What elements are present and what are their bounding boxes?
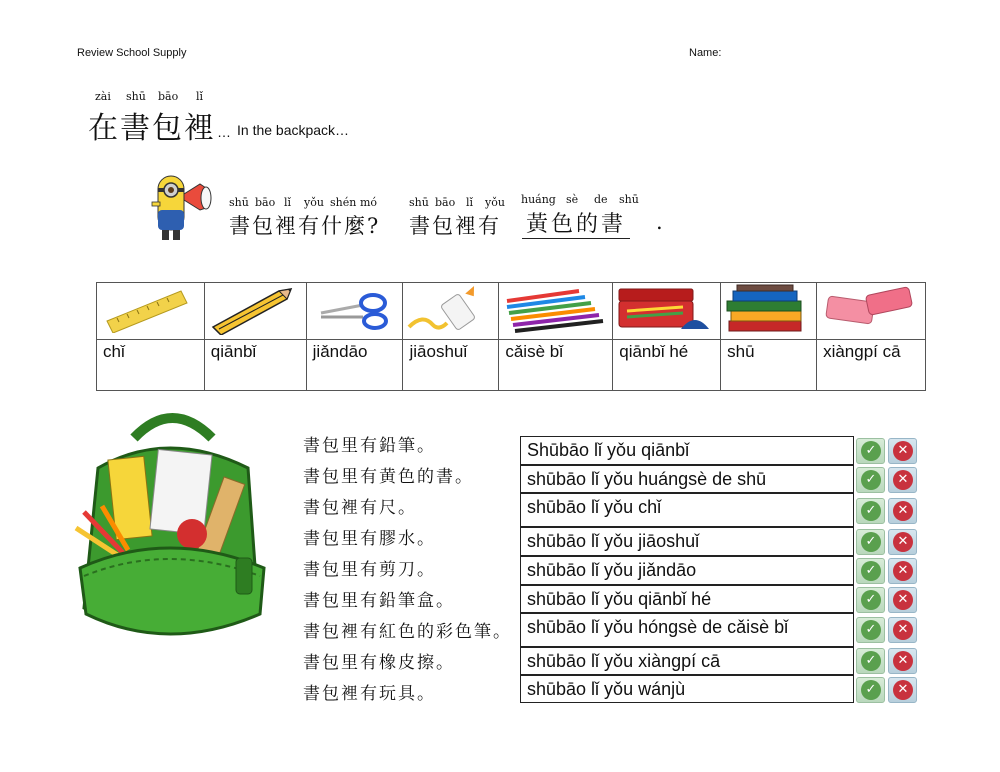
pinyin-syllable: sè — [566, 193, 579, 206]
vocab-cell — [97, 283, 205, 340]
answer-box[interactable]: shūbāo lǐ yǒu hóngsè de cǎisè bǐ — [520, 613, 854, 647]
sentence-item[interactable]: 書包里有鉛筆。 — [303, 436, 436, 456]
pinyin-syllable: huáng — [521, 193, 556, 206]
cross-button[interactable] — [888, 467, 917, 493]
check-icon: ✓ — [865, 653, 877, 668]
scissors-icon — [307, 283, 397, 335]
eraser-icon — [817, 283, 921, 335]
example-period: . — [656, 210, 665, 234]
answer-box[interactable]: shūbāo lǐ yǒu huángsè de shū — [520, 465, 854, 493]
pinyin-syllable: mó — [360, 196, 378, 209]
books-icon — [721, 283, 813, 335]
vocab-label-row — [97, 340, 926, 391]
cross-button[interactable] — [888, 529, 917, 555]
check-icon: ✓ — [865, 472, 877, 487]
example-answer-prefix: 書包裡有 — [409, 214, 501, 238]
minion-icon — [150, 170, 218, 244]
check-button[interactable] — [856, 587, 885, 613]
check-icon: ✓ — [865, 592, 877, 607]
example-answer: 黃色的書 — [522, 207, 630, 239]
backpack-icon — [68, 408, 278, 652]
vocab-label: cǎisè bǐ — [499, 340, 613, 391]
check-icon: ✓ — [865, 682, 877, 697]
cross-icon: ✕ — [897, 503, 909, 518]
answer-box[interactable]: shūbāo lǐ yǒu wánjù — [520, 675, 854, 703]
pinyin-syllable: shū — [126, 90, 146, 103]
pinyin-syllable: shū — [409, 196, 429, 209]
title-english: In the backpack… — [237, 122, 350, 138]
cross-button[interactable] — [888, 558, 917, 584]
worksheet-title: Review School Supply — [77, 47, 187, 59]
check-icon: ✓ — [865, 563, 877, 578]
cross-icon: ✕ — [897, 563, 909, 578]
check-button[interactable] — [856, 677, 885, 703]
vocab-cell — [721, 283, 817, 340]
sentence-item[interactable]: 書包裡有尺。 — [303, 498, 417, 518]
pinyin-syllable: yǒu — [485, 196, 505, 209]
sentence-item[interactable]: 書包里有膠水。 — [303, 529, 436, 549]
answer-box[interactable]: shūbāo lǐ yǒu jiǎndāo — [520, 556, 854, 585]
check-button[interactable] — [856, 529, 885, 555]
cross-icon: ✕ — [897, 682, 909, 697]
check-icon: ✓ — [865, 503, 877, 518]
vocab-cell — [306, 283, 403, 340]
example-question: 書包裡有什麼? — [229, 214, 381, 238]
glue-icon — [403, 283, 493, 335]
pinyin-syllable: shén — [330, 196, 357, 209]
check-icon: ✓ — [865, 443, 877, 458]
pencil-case-icon — [613, 283, 717, 335]
vocab-cell — [817, 283, 926, 340]
cross-button[interactable] — [888, 498, 917, 524]
vocab-image-row — [97, 283, 926, 340]
cross-icon: ✕ — [897, 534, 909, 549]
vocab-cell — [499, 283, 613, 340]
vocab-label: shū — [721, 340, 817, 391]
pinyin-syllable: shū — [229, 196, 249, 209]
sentence-item[interactable]: 書包裡有紅色的彩色筆。 — [303, 622, 512, 642]
cross-icon: ✕ — [897, 622, 909, 637]
pinyin-syllable: shū — [619, 193, 639, 206]
check-button[interactable] — [856, 558, 885, 584]
cross-button[interactable] — [888, 648, 917, 674]
answer-box[interactable]: shūbāo lǐ yǒu chǐ — [520, 493, 854, 527]
check-button[interactable] — [856, 467, 885, 493]
check-icon: ✓ — [865, 622, 877, 637]
cross-icon: ✕ — [897, 443, 909, 458]
check-button[interactable] — [856, 438, 885, 464]
vocab-cell — [403, 283, 499, 340]
vocab-label: chǐ — [97, 340, 205, 391]
check-button[interactable] — [856, 617, 885, 643]
pinyin-syllable: zài — [95, 90, 111, 103]
vocab-cell — [613, 283, 721, 340]
title-ellipsis: … — [217, 124, 231, 140]
answer-box[interactable]: Shūbāo lǐ yǒu qiānbǐ — [520, 436, 854, 465]
cross-icon: ✕ — [897, 472, 909, 487]
cross-icon: ✕ — [897, 653, 909, 668]
sentence-item[interactable]: 書包里有剪刀。 — [303, 560, 436, 580]
check-icon: ✓ — [865, 534, 877, 549]
vocab-label: jiǎndāo — [306, 340, 403, 391]
pinyin-syllable: de — [594, 193, 608, 206]
pencil-icon — [205, 283, 301, 335]
pinyin-syllable: yǒu — [304, 196, 324, 209]
vocab-cell — [204, 283, 306, 340]
cross-button[interactable] — [888, 587, 917, 613]
sentence-list — [303, 434, 512, 713]
sentence-item[interactable]: 書包里有黄色的書。 — [303, 467, 474, 487]
name-label: Name: — [689, 47, 722, 59]
pinyin-syllable: lǐ — [284, 196, 292, 209]
vocab-label: jiāoshuǐ — [403, 340, 499, 391]
check-button[interactable] — [856, 498, 885, 524]
title-chinese: 在書包裡 — [88, 111, 216, 146]
markers-icon — [499, 283, 609, 335]
sentence-item[interactable]: 書包里有橡皮擦。 — [303, 653, 455, 673]
answer-box[interactable]: shūbāo lǐ yǒu xiàngpí cā — [520, 647, 854, 675]
answer-box[interactable]: shūbāo lǐ yǒu jiāoshuǐ — [520, 527, 854, 556]
answer-box[interactable]: shūbāo lǐ yǒu qiānbǐ hé — [520, 585, 854, 613]
pinyin-syllable: bāo — [158, 90, 179, 103]
cross-button[interactable] — [888, 677, 917, 703]
pinyin-syllable: bāo — [435, 196, 456, 209]
cross-button[interactable] — [888, 617, 917, 643]
check-button[interactable] — [856, 648, 885, 674]
sentence-item[interactable]: 書包裡有玩具。 — [303, 684, 436, 704]
cross-icon: ✕ — [897, 592, 909, 607]
pinyin-syllable: bāo — [255, 196, 276, 209]
pinyin-syllable: lǐ — [466, 196, 474, 209]
vocab-label: qiānbǐ — [204, 340, 306, 391]
vocab-table — [96, 282, 926, 391]
ruler-icon — [97, 283, 197, 333]
cross-button[interactable] — [888, 438, 917, 464]
vocab-label: qiānbǐ hé — [613, 340, 721, 391]
vocab-label: xiàngpí cā — [817, 340, 926, 391]
pinyin-syllable: lǐ — [196, 90, 204, 103]
sentence-item[interactable]: 書包里有鉛筆盒。 — [303, 591, 455, 611]
